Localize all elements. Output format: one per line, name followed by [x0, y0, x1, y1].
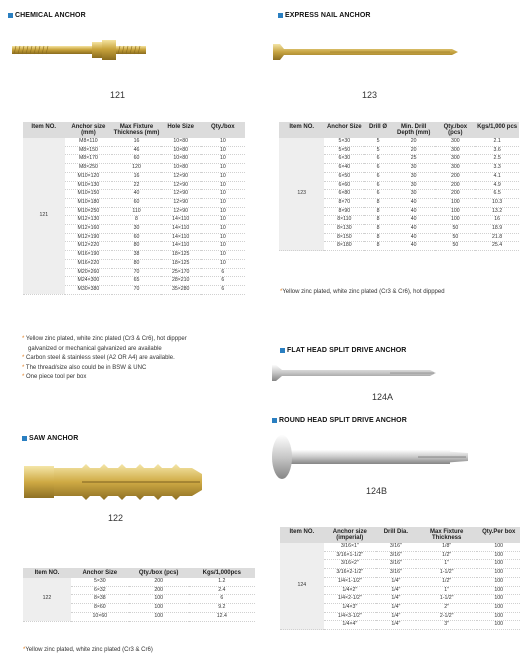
- table-row: 6×40 6 30 300 3.3: [279, 164, 519, 173]
- table-row: 8×70 8 40 100 10.3: [279, 198, 519, 207]
- table-row: M8×150 46 10×80 10: [23, 146, 245, 155]
- express-nail-anchor-table: [279, 122, 519, 251]
- table-row: M12×160 30 14×110 10: [23, 225, 245, 234]
- item-no-cell: 124: [280, 543, 324, 630]
- table-row: M12×220 80 14×110 10: [23, 242, 245, 251]
- table-row: 8×130 8 40 50 18.9: [279, 225, 519, 234]
- table-row: M16×220 80 18×125 10: [23, 259, 245, 268]
- note-line: galvanized or mechanical galvanized are available: [28, 345, 162, 352]
- table-row: 6×50 6 30 200 4.1: [279, 172, 519, 181]
- col-item-no: Item NO.: [23, 122, 65, 138]
- col-max-fixture: Max Fixture Thickness: [416, 527, 478, 543]
- table-row: 8×150 8 40 50 21.8: [279, 233, 519, 242]
- flat-head-split-drive-anchor-title: FLAT HEAD SPLIT DRIVE ANCHOR: [280, 347, 406, 354]
- section-marker-icon: [22, 436, 27, 441]
- round-head-anchor-ref: 124B: [366, 486, 388, 496]
- table-row: 10×60 100 12.4: [23, 612, 255, 621]
- table-row: 6×30 6 25 300 2.5: [279, 155, 519, 164]
- saw-anchor-note: *Yellow zinc plated, white zinc plated (Cr3 & Cr6): [23, 647, 153, 653]
- table-row: 3/16×1-1/2" 3/16" 1/2" 100: [280, 551, 520, 560]
- table-row: M10×250 110 12×90 10: [23, 207, 245, 216]
- table-row: M24×300 65 28×210 6: [23, 277, 245, 286]
- col-qty-box: Qty./box: [201, 122, 245, 138]
- section-marker-icon: [8, 13, 13, 18]
- saw-anchor-ref: 122: [108, 513, 124, 523]
- table-row: 1/4×4" 1/4" 3" 100: [280, 621, 520, 630]
- col-item-no: Item NO.: [23, 568, 71, 578]
- col-drill: Drill Ø: [364, 122, 392, 138]
- section-marker-icon: [278, 13, 283, 18]
- table-row: M12×130 8 14×110 10: [23, 216, 245, 225]
- express-nail-anchor-note: *Yellow zinc plated, white zinc plated (Cr3 & Cr6), hot dippped: [280, 289, 445, 295]
- table-row: M20×260 70 25×170 6: [23, 268, 245, 277]
- chemical-anchor-notes: [22, 335, 252, 383]
- table-row: 1/4×3" 1/4" 2" 100: [280, 603, 520, 612]
- col-item-no: Item NO.: [280, 527, 324, 543]
- item-no-cell: 123: [279, 138, 324, 251]
- note-line: * One piece tool per box: [22, 374, 87, 380]
- col-anchor-size: Anchor size (mm): [65, 122, 113, 138]
- table-row: 124 3/16×1" 3/16" 1/8" 100: [280, 543, 520, 551]
- table-row: M12×190 60 14×110 10: [23, 233, 245, 242]
- chemical-anchor-table: [23, 122, 245, 295]
- col-kgs: Kgs/1,000 pcs: [475, 122, 519, 138]
- table-row: 1/4×1-1/2" 1/4" 1/2" 100: [280, 577, 520, 586]
- table-row: M8×170 60 10×80 10: [23, 155, 245, 164]
- chemical-anchor-ref: 121: [110, 90, 126, 100]
- saw-anchor-image: [22, 460, 217, 504]
- col-min-drill-depth: Min. Drill Depth (mm): [392, 122, 436, 138]
- col-kgs: Kgs/1,000pcs: [189, 568, 255, 578]
- table-row: M10×150 40 12×90 10: [23, 190, 245, 199]
- col-item-no: Item NO.: [279, 122, 324, 138]
- table-row: 6×60 6 30 200 4.9: [279, 181, 519, 190]
- table-row: 123 5×30 5 20 300 2.1: [279, 138, 519, 146]
- table-row: M10×180 60 12×90 10: [23, 198, 245, 207]
- col-qty-box: Qty./box (pcs): [435, 122, 475, 138]
- table-row: M30×380 70 35×280 6: [23, 285, 245, 294]
- express-nail-anchor-title: EXPRESS NAIL ANCHOR: [278, 12, 371, 19]
- col-anchor-size: Anchor size (imperial): [324, 527, 376, 543]
- table-row: 8×110 8 40 100 16: [279, 216, 519, 225]
- saw-anchor-table: [23, 568, 255, 622]
- item-no-cell: 121: [23, 138, 65, 294]
- table-row: 8×60 100 9.2: [23, 604, 255, 613]
- saw-anchor-title: SAW ANCHOR: [22, 435, 78, 442]
- table-row: 1/4×2" 1/4" 1" 100: [280, 586, 520, 595]
- col-max-fixture: Max Fixture Thickness (mm): [113, 124, 160, 136]
- table-row: M8×250 120 10×80 10: [23, 164, 245, 173]
- table-row: M16×190 38 18×125 10: [23, 251, 245, 260]
- round-head-split-drive-anchor-title: ROUND HEAD SPLIT DRIVE ANCHOR: [272, 417, 407, 424]
- note-line: * Yellow zinc plated, white zinc plated (Cr3 & Cr6), hot dippper: [22, 336, 187, 342]
- col-anchor-size: Anchor Size: [324, 122, 364, 138]
- flat-head-anchor-ref: 124A: [372, 392, 394, 402]
- table-row: 3/16×2-1/2" 3/16" 1-1/2" 100: [280, 569, 520, 578]
- table-row: 122 5×30 200 1.2: [23, 578, 255, 586]
- col-drill-dia: Drill Dia.: [376, 527, 416, 543]
- flat-head-anchor-image: [270, 362, 440, 384]
- express-nail-anchor-image: [270, 40, 460, 64]
- section-marker-icon: [280, 348, 285, 353]
- note-line: * Carbon steel & stainless steel (A2 OR A4) are available.: [22, 355, 175, 361]
- table-row: M10×120 16 12×90 10: [23, 172, 245, 181]
- section-marker-icon: [272, 418, 277, 423]
- table-row: M10×130 22 12×90 10: [23, 181, 245, 190]
- split-drive-anchor-table: [280, 527, 520, 630]
- table-row: 6×80 6 30 200 6.5: [279, 190, 519, 199]
- table-row: 5×50 5 20 300 3.6: [279, 146, 519, 155]
- chemical-anchor-rod-image: [10, 38, 150, 62]
- table-row: 6×32 200 2.4: [23, 586, 255, 595]
- table-row: 3/16×2" 3/16" 1" 100: [280, 560, 520, 569]
- col-qty-per-box: Qty.Per box: [477, 527, 520, 543]
- table-row: 8×90 8 40 100 13.2: [279, 207, 519, 216]
- note-line: * The thread/size also could be in BSW & UNC: [22, 364, 147, 371]
- table-row: 1/4×3-1/2" 1/4" 2-1/2" 100: [280, 612, 520, 621]
- round-head-anchor-image: [268, 432, 473, 482]
- express-nail-anchor-ref: 123: [362, 90, 378, 100]
- table-row: 8×180 8 40 50 25.4: [279, 242, 519, 251]
- table-row: 1/4×2-1/2" 1/4" 1-1/2" 100: [280, 595, 520, 604]
- item-no-cell: 122: [23, 578, 71, 621]
- table-row: 121 M8×110 16 10×80 10: [23, 138, 245, 146]
- table-row: 8×38 100 6: [23, 595, 255, 604]
- col-hole-size: Hole Size: [161, 122, 201, 138]
- chemical-anchor-title: CHEMICAL ANCHOR: [8, 12, 86, 19]
- col-anchor-size: Anchor Size: [71, 568, 129, 578]
- col-qty-box: Qty./box (pcs): [129, 568, 189, 578]
